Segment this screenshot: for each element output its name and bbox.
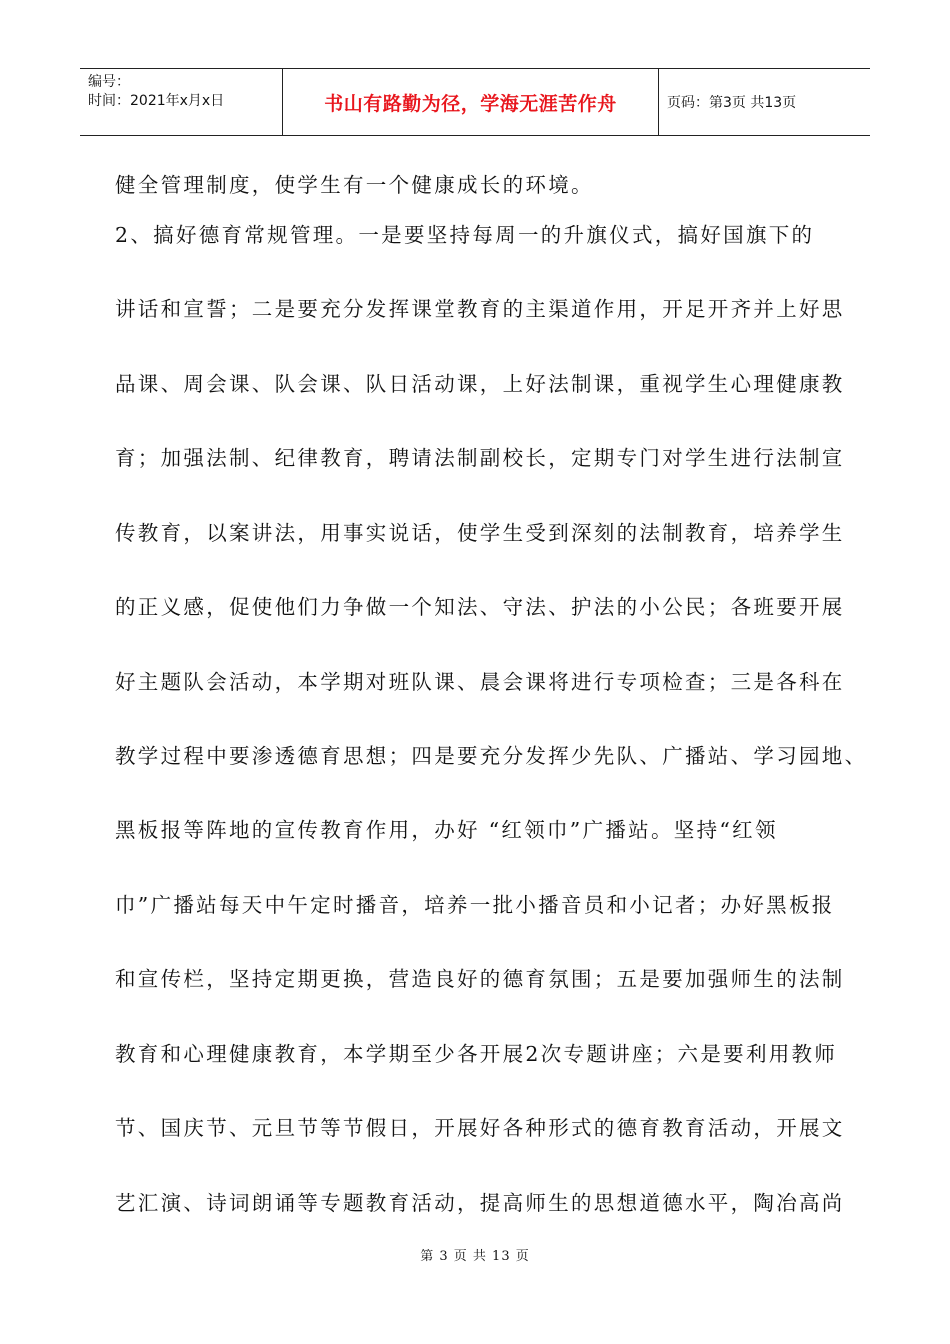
- body-line: 传教育，以案讲法，用事实说话，使学生受到深刻的法制教育，培养学生: [115, 521, 845, 545]
- body-line: 和宣传栏，坚持定期更换，营造良好的德育氛围；五是要加强师生的法制: [115, 967, 845, 991]
- page-footer: 第 3 页 共 13 页: [420, 1249, 530, 1264]
- body-line: 教育和心理健康教育，本学期至少各开展2次专题讲座；六是要利用教师: [115, 1042, 838, 1066]
- body-line: 好主题队会活动，本学期对班队课、晨会课将进行专项检查；三是各科在: [115, 670, 845, 694]
- body-line: 讲话和宣誓；二是要充分发挥课堂教育的主渠道作用，开足开齐并上好思: [115, 297, 845, 321]
- header-meta: [80, 69, 283, 135]
- body-line: 2、搞好德育常规管理。一是要坚持每周一的升旗仪式，搞好国旗下的: [115, 223, 815, 247]
- body-line: 艺汇演、诗词朗诵等专题教育活动，提高师生的思想道德水平，陶冶高尚: [115, 1191, 845, 1215]
- body-line: 健全管理制度，使学生有一个健康成长的环境。: [115, 173, 594, 197]
- header-page-info: 页码：第3页 共13页: [667, 95, 797, 111]
- number-label: 编号：: [88, 74, 130, 90]
- page-header: [80, 68, 870, 136]
- body-line: 黑板报等阵地的宣传教育作用，办好 “红领巾”广播站。坚持“红领: [115, 818, 778, 842]
- body-line: 育；加强法制、纪律教育，聘请法制副校长，定期专门对学生进行法制宣: [115, 446, 845, 470]
- body-line: 巾”广播站每天中午定时播音，培养一批小播音员和小记者；办好黑板报: [115, 893, 835, 917]
- body-line: 品课、周会课、队会课、队日活动课，上好法制课，重视学生心理健康教: [115, 372, 845, 396]
- body-line: 教学过程中要渗透德育思想；四是要充分发挥少先队、广播站、学习园地、: [115, 744, 868, 768]
- body-line: 节、国庆节、元旦节等节假日，开展好各种形式的德育教育活动，开展文: [115, 1116, 845, 1140]
- body-line: 的正义感，促使他们力争做一个知法、守法、护法的小公民；各班要开展: [115, 595, 845, 619]
- header-motto: 书山有路勤为径，学海无涯苦作舟: [283, 69, 659, 135]
- date-label: 时间：2021年x月x日: [88, 93, 225, 109]
